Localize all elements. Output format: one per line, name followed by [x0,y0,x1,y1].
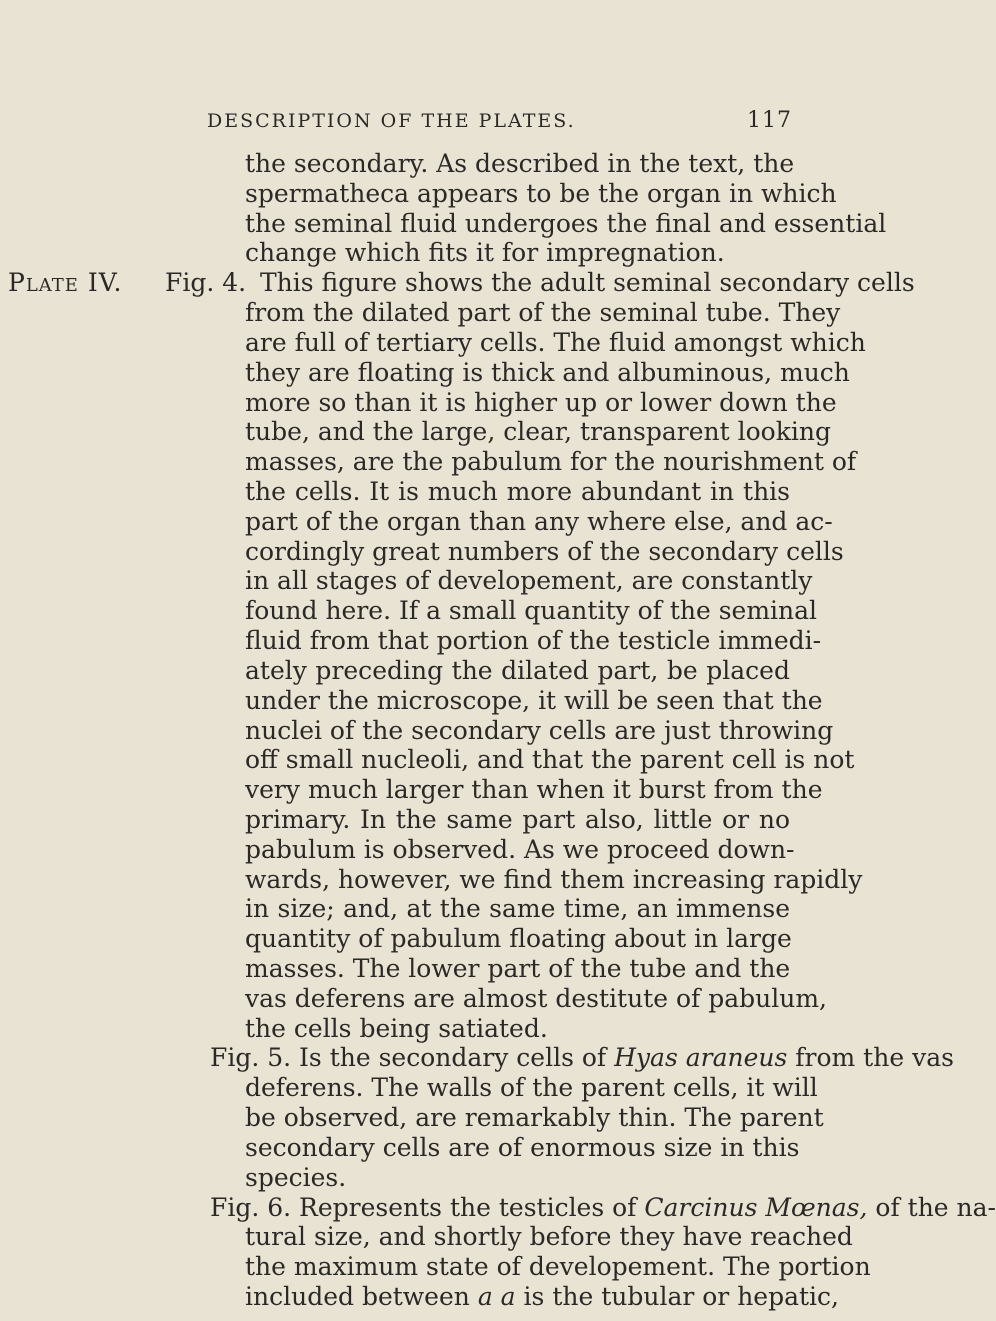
fig-label: Fig. 4. [165,268,247,297]
text-span: Represents the testicles of [299,1193,645,1222]
text-line: the cells being satiated. [245,1014,548,1043]
page-number: 117 [747,108,792,133]
text-span: from the vas [787,1043,954,1072]
text-line: pabulum is observed. As we proceed down- [245,835,795,864]
text-line: they are floating is thick and albuminous, much [245,358,850,387]
text-line: fluid from that portion of the testicle immedi- [245,626,822,655]
text-line: tural size, and shortly before they have reached [245,1222,853,1251]
text-line: the seminal fluid undergoes the final and essential [245,209,887,238]
text-line: ately preceding the dilated part, be placed [245,656,790,685]
text-line: vas deferens are almost destitute of pabulum, [245,984,827,1013]
fig-5-heading [210,1044,954,1072]
running-title: DESCRIPTION OF THE PLATES. [207,110,576,132]
text-span: included between [245,1282,478,1311]
text-line: nuclei of the secondary cells are just throwing [245,716,834,745]
text-line: part of the organ than any where else, and ac- [245,507,833,536]
fig-label: Fig. 6. [210,1193,292,1222]
text-line: off small nucleoli, and that the parent cell is not [245,745,855,774]
text-line [245,1282,839,1311]
text-line: change which fits it for impregnation. [245,238,725,267]
text-line: are full of tertiary cells. The fluid amongst which [245,328,866,357]
text-line: under the microscope, it will be seen that the [245,686,823,715]
text-span: Is the secondary cells of [299,1043,615,1072]
text-line: wards, however, we find them increasing rapidly [245,865,863,894]
fig-6-heading [210,1194,996,1222]
text-line: be observed, are remarkably thin. The parent [245,1103,824,1132]
text-line: cordingly great numbers of the secondary cells [245,537,844,566]
text-line: masses. The lower part of the tube and the [245,954,791,983]
text-line: in all stages of developement, are constantly [245,566,813,595]
text-line: the secondary. As described in the text, the [245,149,795,178]
species-name: Carcinus Mœnas, [644,1193,868,1222]
text-line: masses, are the pabulum for the nourishment of [245,447,857,476]
text-line: primary. In the same part also, little or no [245,805,790,834]
text-line: very much larger than when it burst from the [245,775,823,804]
text-line: from the dilated part of the seminal tube. They [245,298,841,327]
text-line: deferens. The walls of the parent cells, it will [245,1073,818,1102]
text-span: is the tubular or hepatic, [515,1282,839,1311]
text-line: found here. If a small quantity of the seminal [245,596,818,625]
text-span: of the na- [867,1193,996,1222]
text-line: spermatheca appears to be the organ in which [245,179,837,208]
text-line: tube, and the large, clear, transparent looking [245,417,831,446]
species-name: Hyas araneus [614,1043,788,1072]
plate-label: Plate IV. [8,268,123,297]
text-line: more so than it is higher up or lower down the [245,388,837,417]
text-line: species. [245,1163,347,1192]
fig-label: Fig. 5. [210,1043,292,1072]
text-line: quantity of pabulum floating about in large [245,924,792,953]
text-line: in size; and, at the same time, an immense [245,894,790,923]
text-line: secondary cells are of enormous size in this [245,1133,800,1162]
text-line: the maximum state of developement. The portion [245,1252,871,1281]
text-line: the cells. It is much more abundant in this [245,477,790,506]
figure-reference: a a [477,1282,516,1311]
text-line: This figure shows the adult seminal secondary cells [260,268,915,297]
